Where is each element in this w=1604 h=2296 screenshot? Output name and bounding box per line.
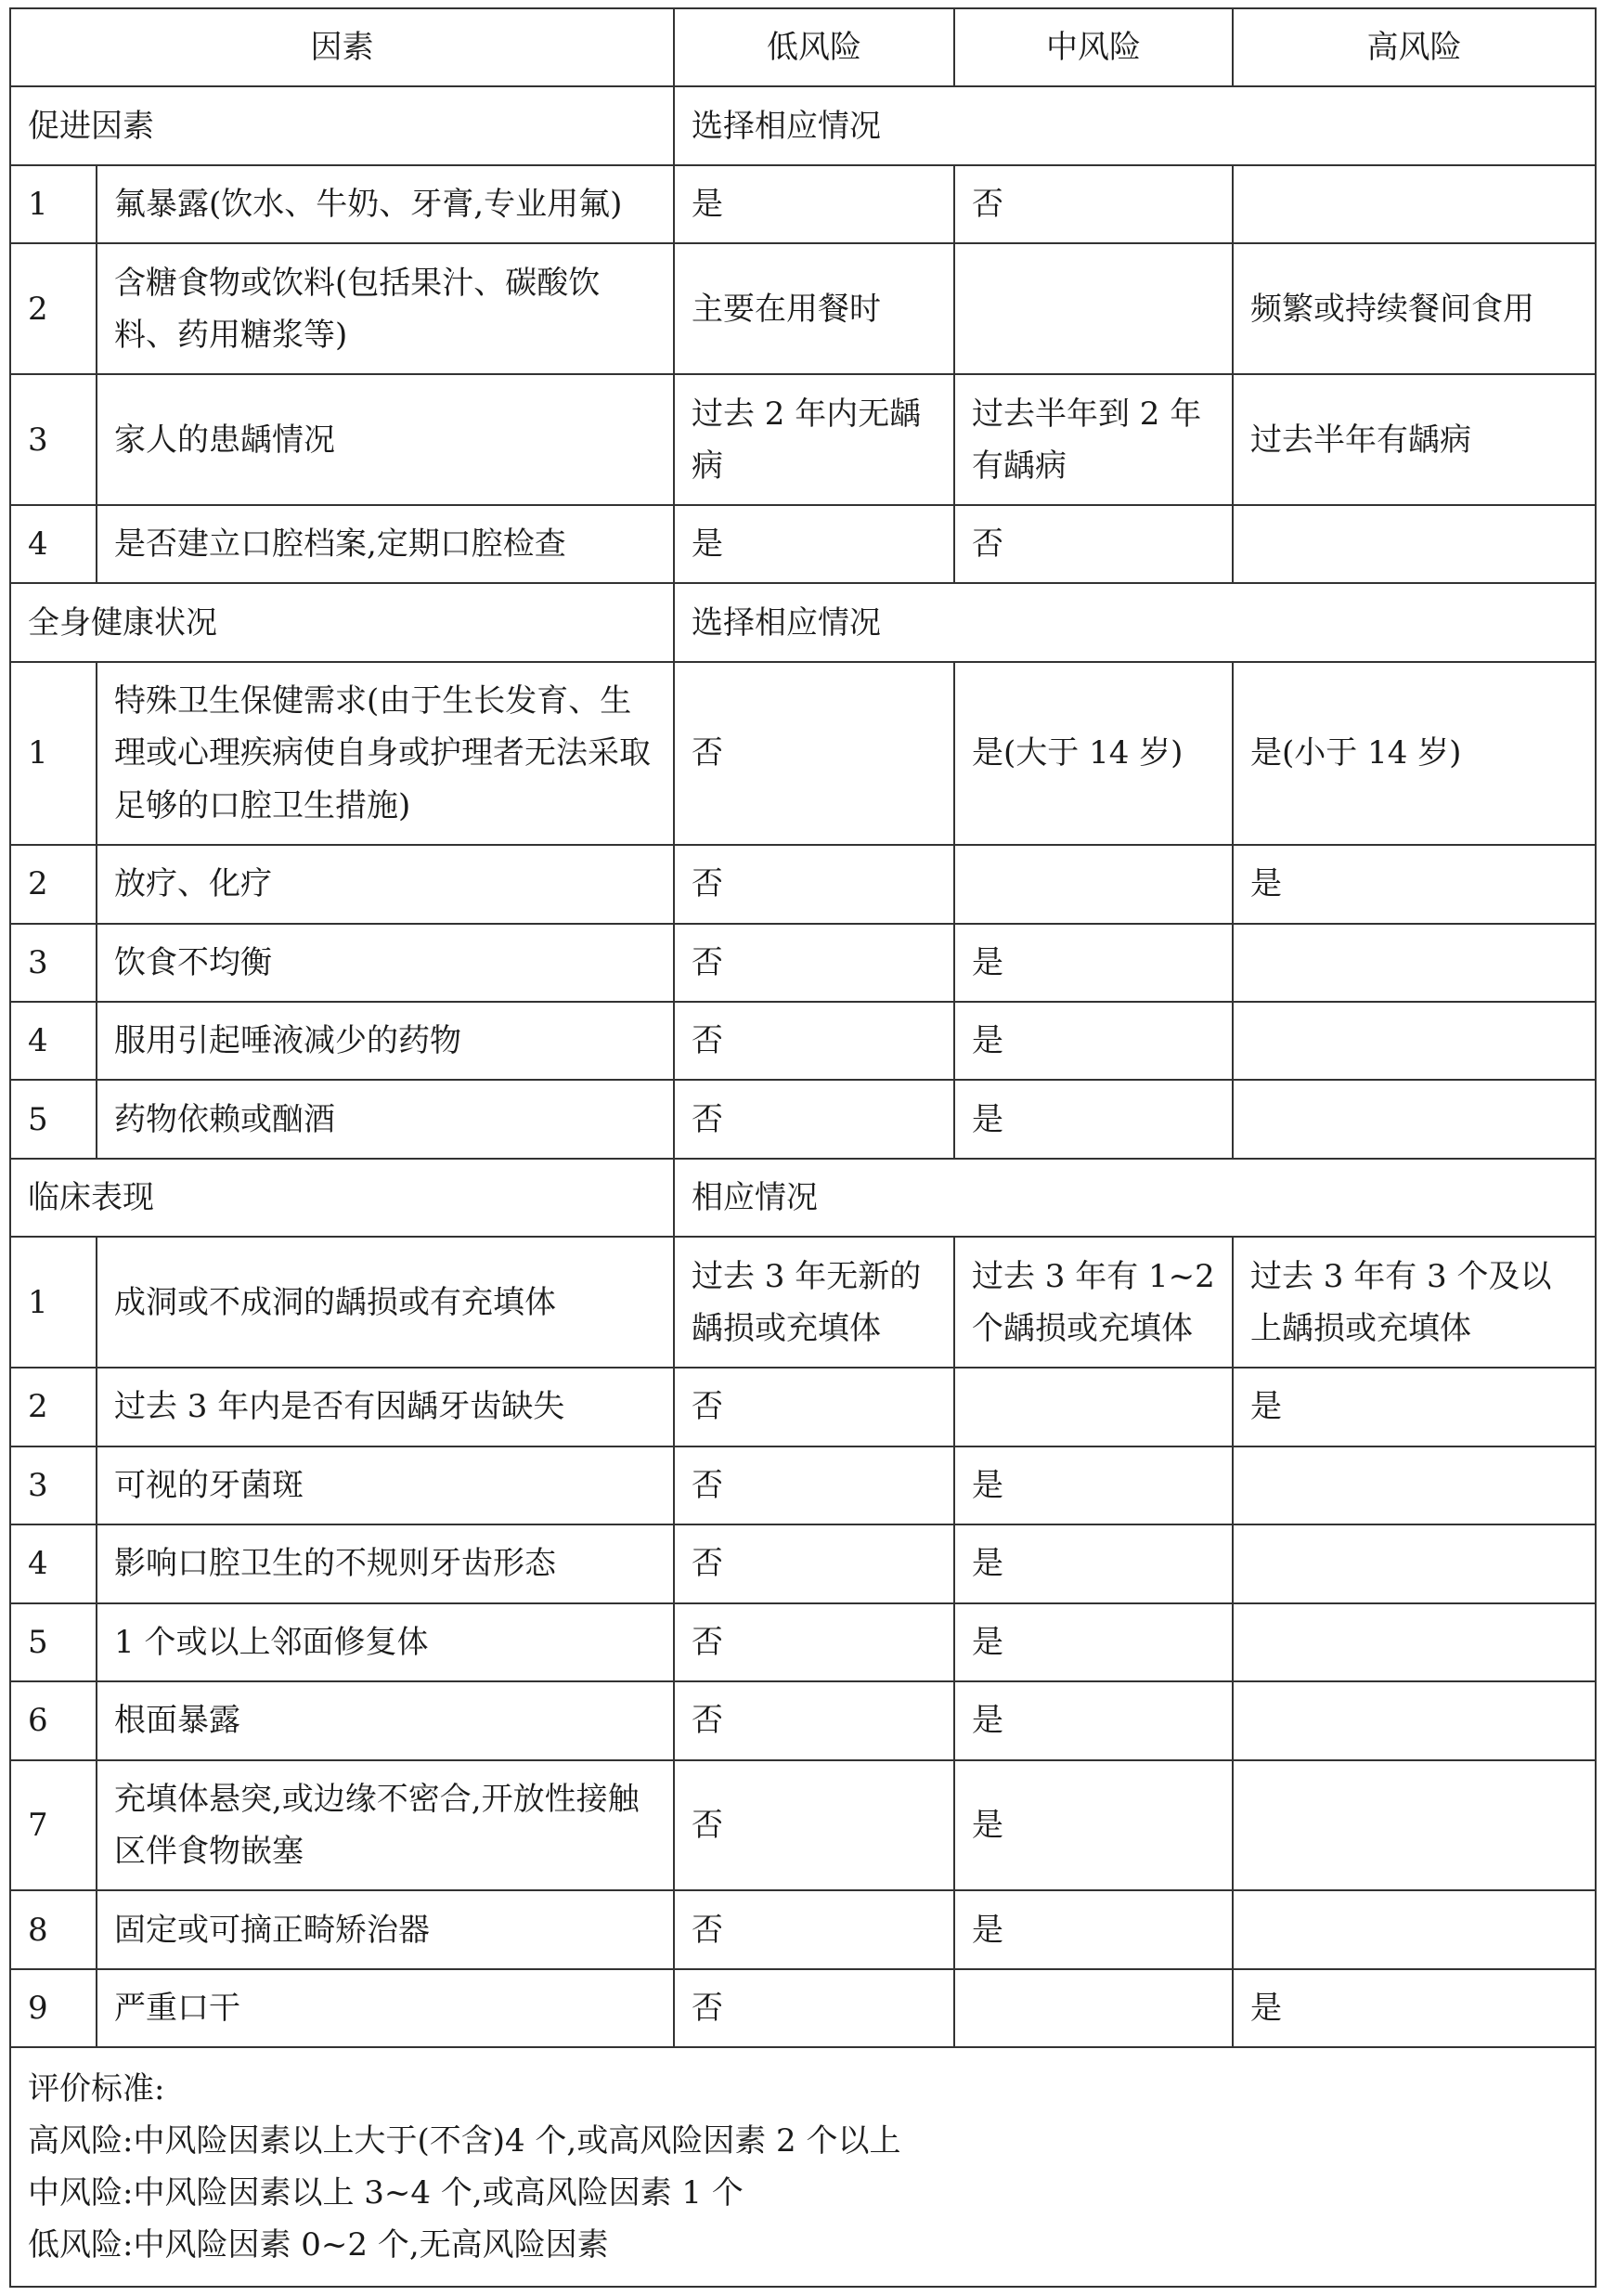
row-number: 3 [10,924,97,1002]
row-number: 6 [10,1681,97,1759]
row-factor: 服用引起唾液减少的药物 [97,1002,674,1080]
row-high-risk [1233,1446,1596,1524]
row-low-risk: 否 [674,1760,954,1891]
header-row [10,8,1596,86]
section-title: 全身健康状况 [10,583,674,661]
row-high-risk: 过去 3 年有 3 个及以上龋损或充填体 [1233,1237,1596,1368]
row-medium-risk: 否 [954,165,1233,243]
section-header-row [10,86,1596,164]
row-high-risk [1233,165,1596,243]
header-low-risk: 低风险 [674,8,954,86]
row-medium-risk: 是(大于 14 岁) [954,662,1233,845]
table-row [10,662,1596,845]
header-medium-risk: 中风险 [954,8,1233,86]
row-factor: 特殊卫生保健需求(由于生长发育、生理或心理疾病使自身或护理者无法采取足够的口腔卫生措施) [97,662,674,845]
row-number: 2 [10,1368,97,1446]
row-number: 5 [10,1603,97,1681]
table-row [10,1760,1596,1891]
row-medium-risk [954,243,1233,374]
section-title: 促进因素 [10,86,674,164]
row-number: 5 [10,1080,97,1158]
row-number: 2 [10,845,97,923]
row-high-risk [1233,505,1596,583]
row-factor: 放疗、化疗 [97,845,674,923]
row-factor: 氟暴露(饮水、牛奶、牙膏,专业用氟) [97,165,674,243]
row-low-risk: 否 [674,1890,954,1968]
table-row [10,374,1596,505]
row-high-risk [1233,1524,1596,1602]
row-number: 8 [10,1890,97,1968]
row-factor: 可视的牙菌斑 [97,1446,674,1524]
section-title: 临床表现 [10,1159,674,1237]
table-row [10,1080,1596,1158]
row-high-risk [1233,924,1596,1002]
row-medium-risk: 是 [954,1890,1233,1968]
row-high-risk [1233,1002,1596,1080]
section-subtitle: 选择相应情况 [674,583,1596,661]
row-medium-risk: 是 [954,1446,1233,1524]
row-number: 4 [10,1524,97,1602]
row-high-risk: 是(小于 14 岁) [1233,662,1596,845]
row-factor: 1 个或以上邻面修复体 [97,1603,674,1681]
row-medium-risk [954,1368,1233,1446]
row-number: 7 [10,1760,97,1891]
table-row [10,505,1596,583]
header-high-risk: 高风险 [1233,8,1596,86]
row-number: 1 [10,662,97,845]
row-number: 2 [10,243,97,374]
row-factor: 充填体悬突,或边缘不密合,开放性接触区伴食物嵌塞 [97,1760,674,1891]
table-row [10,1524,1596,1602]
row-factor: 含糖食物或饮料(包括果汁、碳酸饮料、药用糖浆等) [97,243,674,374]
row-high-risk [1233,1681,1596,1759]
row-number: 1 [10,1237,97,1368]
table-row [10,1368,1596,1446]
section-header-row [10,1159,1596,1237]
table-row [10,1446,1596,1524]
row-factor: 成洞或不成洞的龋损或有充填体 [97,1237,674,1368]
row-factor: 固定或可摘正畸矫治器 [97,1890,674,1968]
row-factor: 过去 3 年内是否有因龋牙齿缺失 [97,1368,674,1446]
row-medium-risk: 过去半年到 2 年有龋病 [954,374,1233,505]
row-medium-risk: 是 [954,924,1233,1002]
row-number: 4 [10,1002,97,1080]
section-subtitle: 选择相应情况 [674,86,1596,164]
row-low-risk: 否 [674,924,954,1002]
row-high-risk [1233,1890,1596,1968]
row-high-risk [1233,1080,1596,1158]
row-factor: 家人的患龋情况 [97,374,674,505]
table-row [10,1969,1596,2047]
criteria-low: 低风险:中风险因素 0~2 个,无高风险因素 [28,2226,609,2264]
row-low-risk: 否 [674,1969,954,2047]
row-medium-risk: 是 [954,1681,1233,1759]
row-factor: 饮食不均衡 [97,924,674,1002]
row-high-risk: 频繁或持续餐间食用 [1233,243,1596,374]
criteria-row [10,2047,1596,2287]
criteria-title: 评价标准: [28,2069,165,2108]
row-low-risk: 过去 3 年无新的龋损或充填体 [674,1237,954,1368]
row-high-risk: 过去半年有龋病 [1233,374,1596,505]
row-low-risk: 否 [674,1446,954,1524]
row-number: 4 [10,505,97,583]
row-medium-risk: 是 [954,1002,1233,1080]
row-medium-risk: 否 [954,505,1233,583]
section-subtitle: 相应情况 [674,1159,1596,1237]
row-low-risk: 否 [674,1080,954,1158]
criteria-medium: 中风险:中风险因素以上 3~4 个,或高风险因素 1 个 [28,2174,744,2212]
table-row [10,165,1596,243]
row-low-risk: 否 [674,1603,954,1681]
row-high-risk [1233,1760,1596,1891]
row-low-risk: 否 [674,1524,954,1602]
table-row [10,924,1596,1002]
table-row [10,845,1596,923]
row-high-risk: 是 [1233,1368,1596,1446]
row-number: 9 [10,1969,97,2047]
row-medium-risk: 是 [954,1080,1233,1158]
row-number: 3 [10,374,97,505]
row-low-risk: 是 [674,165,954,243]
row-medium-risk: 是 [954,1760,1233,1891]
row-medium-risk: 过去 3 年有 1~2 个龋损或充填体 [954,1237,1233,1368]
row-low-risk: 否 [674,1681,954,1759]
table-row [10,1237,1596,1368]
row-low-risk: 主要在用餐时 [674,243,954,374]
row-medium-risk [954,845,1233,923]
table-row [10,1681,1596,1759]
criteria-high: 高风险:中风险因素以上大于(不含)4 个,或高风险因素 2 个以上 [28,2122,901,2160]
row-low-risk: 否 [674,845,954,923]
row-factor: 影响口腔卫生的不规则牙齿形态 [97,1524,674,1602]
evaluation-criteria [10,2047,1596,2287]
row-number: 3 [10,1446,97,1524]
row-factor: 根面暴露 [97,1681,674,1759]
header-factor: 因素 [10,8,674,86]
table-row [10,243,1596,374]
row-medium-risk [954,1969,1233,2047]
row-factor: 是否建立口腔档案,定期口腔检查 [97,505,674,583]
row-medium-risk: 是 [954,1524,1233,1602]
row-high-risk [1233,1603,1596,1681]
row-factor: 药物依赖或酗酒 [97,1080,674,1158]
row-low-risk: 否 [674,662,954,845]
row-medium-risk: 是 [954,1603,1233,1681]
row-factor: 严重口干 [97,1969,674,2047]
table-row [10,1002,1596,1080]
caries-risk-table [9,7,1597,2288]
table-row [10,1890,1596,1968]
row-number: 1 [10,165,97,243]
row-high-risk: 是 [1233,1969,1596,2047]
row-low-risk: 否 [674,1368,954,1446]
section-header-row [10,583,1596,661]
row-high-risk: 是 [1233,845,1596,923]
row-low-risk: 否 [674,1002,954,1080]
row-low-risk: 过去 2 年内无龋病 [674,374,954,505]
table-row [10,1603,1596,1681]
row-low-risk: 是 [674,505,954,583]
